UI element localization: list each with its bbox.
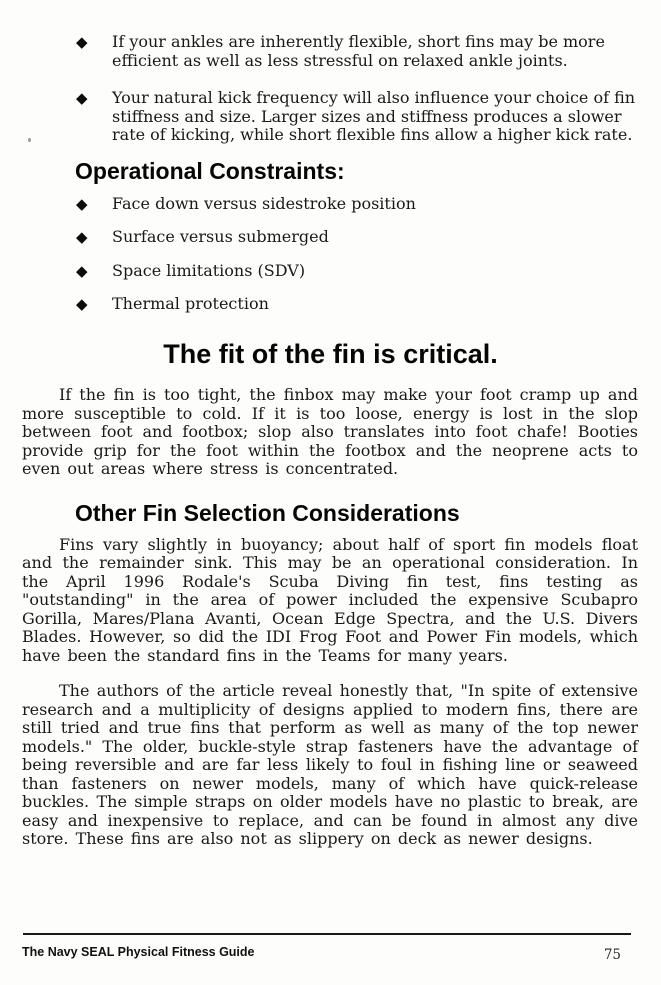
footer-divider xyxy=(23,933,631,935)
bullet-text: Your natural kick frequency will also influence your choice of fin stiffness and size. Larger sizes and stiffness produces a slower rate of kicking, while short flexible fins allow a higher kick rate. xyxy=(112,88,636,144)
section-heading-other-fin-selection: Other Fin Selection Considerations xyxy=(75,499,460,526)
bullet-text: Thermal protection xyxy=(112,294,269,313)
footer-page-number: 75 xyxy=(603,947,621,963)
diamond-bullet-icon: ◆ xyxy=(76,194,88,213)
list-item xyxy=(76,89,642,145)
diamond-bullet-icon: ◆ xyxy=(76,33,88,51)
paragraph-buoyancy-fin-test: Fins vary slightly in buoyancy; about half of sport fin models float and the remainder sink. This may be an operational consideration. In the April 1996 Rodale's Scuba Diving fin test, fins testing as "outstanding" in the area of power included the expensive Scubapro Gorilla, Mares/Plana Avanti, Ocean Edge Spectra, and the U.S. Divers Blades. However, so did the IDI Frog Foot and Power Fin models, which have been the standard fins in the Teams for many years. xyxy=(22,534,638,665)
section-heading-operational-constraints: Operational Constraints: xyxy=(75,157,345,184)
scan-artifact-dot xyxy=(28,138,31,142)
list-item xyxy=(76,295,642,314)
paragraph-article-authors: The authors of the article reveal honestly that, "In spite of extensive research and a multiplicity of designs applied to modern fins, there are still tried and true fins that perform as well as many of the top newer models." The older, buckle-style strap fasteners have the advantage of being reversible and are far less likely to foul in fishing line or seaweed than fasteners on newer models, many of which have quick-release buckles. The simple straps on older models have no plastic to break, are easy and inexpensive to replace, and can be found in almost any dive store. These fins are also not as slippery on deck as newer designs. xyxy=(22,681,638,848)
diamond-bullet-icon: ◆ xyxy=(76,228,88,246)
bullet-text: If your ankles are inherently flexible, short fins may be more efficient as well as less stressful on relaxed ankle joints. xyxy=(112,32,605,70)
list-item xyxy=(76,228,642,247)
constraints-list xyxy=(0,195,661,315)
list-item xyxy=(76,195,642,214)
diamond-bullet-icon: ◆ xyxy=(76,295,88,313)
diamond-bullet-icon: ◆ xyxy=(76,89,88,107)
diamond-bullet-icon: ◆ xyxy=(76,261,88,280)
list-item xyxy=(76,33,642,70)
centered-heading-fit-of-fin: The fit of the fin is critical. xyxy=(163,339,498,369)
paragraph-fit-of-fin: If the fin is too tight, the finbox may make your foot cramp up and more susceptible to cold. If it is too loose, energy is lost in the slop between foot and footbox; slop also translates into foot chafe! Booties provide grip for the foot within the footbox and the neoprene acts to even out areas where stress is concentrated. xyxy=(22,385,638,478)
bullet-text: Face down versus sidestroke position xyxy=(112,193,416,213)
footer-book-title: The Navy SEAL Physical Fitness Guide xyxy=(22,945,255,959)
bullet-text: Surface versus submerged xyxy=(112,227,329,246)
list-item xyxy=(76,262,642,281)
bullet-text: Space limitations (SDV) xyxy=(112,260,306,280)
